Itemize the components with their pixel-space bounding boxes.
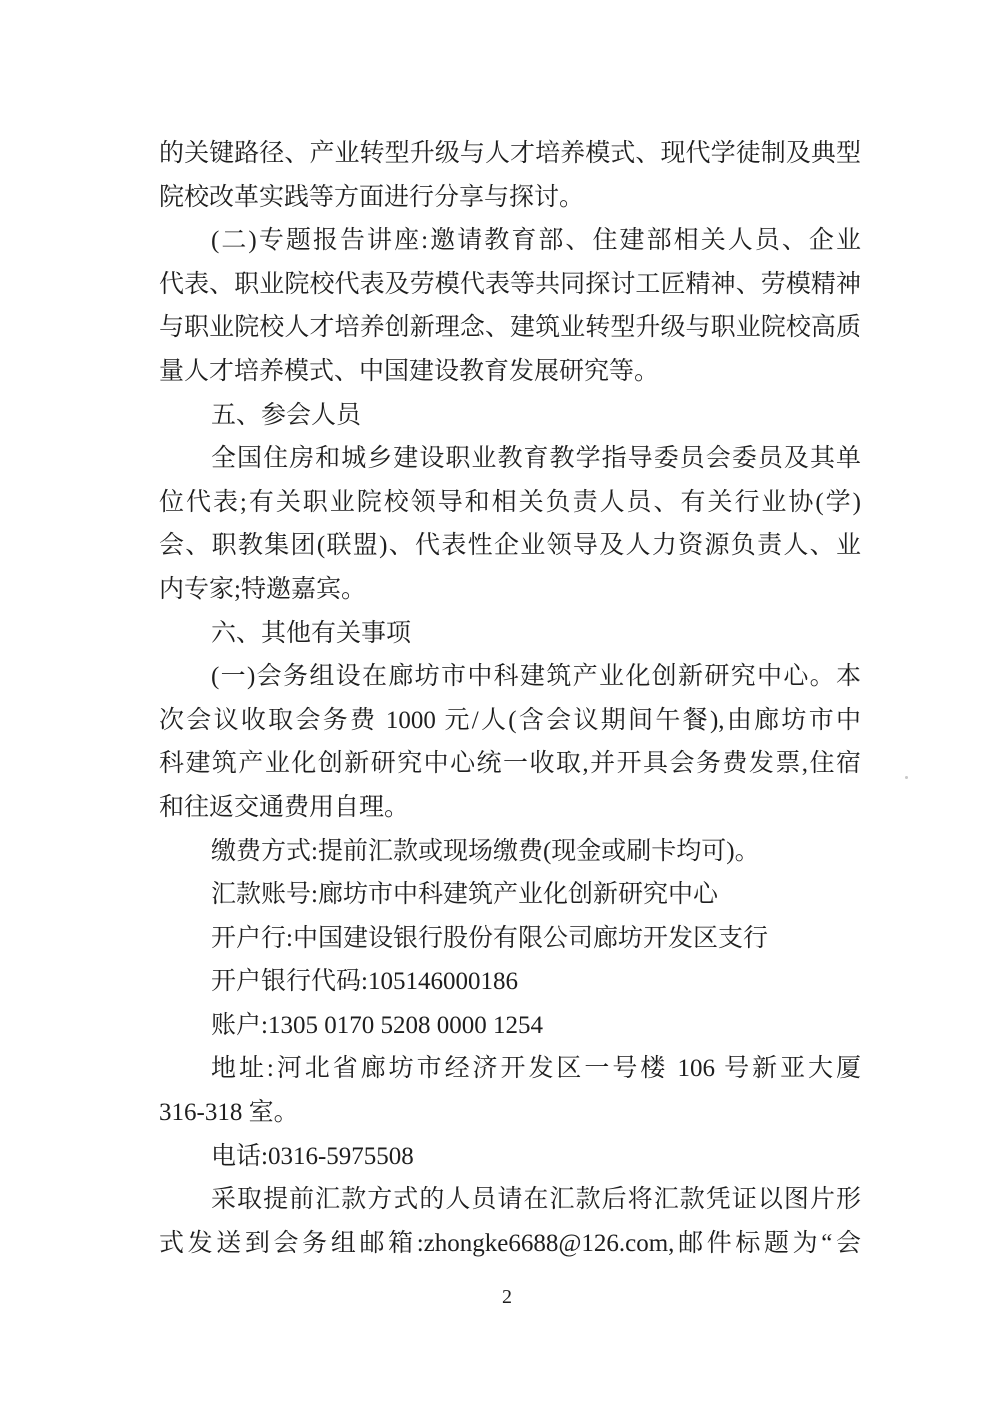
text-line: 开户行:中国建设银行股份有限公司廊坊开发区支行 bbox=[211, 924, 768, 952]
text-line: 缴费方式:提前汇款或现场缴费(现金或刷卡均可)。 bbox=[211, 837, 760, 865]
text-line: 内专家;特邀嘉宾。 bbox=[159, 575, 366, 603]
text-line: 与职业院校人才培养创新理念、建筑业转型升级与职业院校高质 bbox=[159, 314, 861, 342]
text-line: 的关键路径、产业转型升级与人才培养模式、现代学徒制及典型 bbox=[159, 140, 861, 167]
text-line: 位代表;有关职业院校领导和相关负责人员、有关行业协(学) bbox=[159, 488, 861, 516]
text-line: 式发送到会务组邮箱:zhongke6688@126.com,邮件标题为“会 bbox=[159, 1229, 861, 1257]
text-line: 量人才培养模式、中国建设教育发展研究等。 bbox=[159, 357, 660, 385]
text-line: (一)会务组设在廊坊市中科建筑产业化创新研究中心。本 bbox=[211, 663, 861, 691]
text-line: 科建筑产业化创新研究中心统一收取,并开具会务费发票,住宿 bbox=[159, 750, 861, 778]
text-line: 开户银行代码:105146000186 bbox=[211, 968, 518, 996]
text-line: 电话:0316-5975508 bbox=[211, 1142, 414, 1170]
text-line: 账户:1305 0170 5208 0000 1254 bbox=[211, 1011, 543, 1039]
document-body bbox=[159, 132, 861, 1265]
text-line: 全国住房和城乡建设职业教育教学指导委员会委员及其单 bbox=[211, 445, 861, 473]
text-line: 会、职教集团(联盟)、代表性企业领导及人力资源负责人、业 bbox=[159, 532, 861, 560]
text-line: 汇款账号:廊坊市中科建筑产业化创新研究中心 bbox=[211, 881, 718, 909]
text-line: 地址:河北省廊坊市经济开发区一号楼 106 号新亚大厦 bbox=[211, 1055, 861, 1083]
text-line: 采取提前汇款方式的人员请在汇款后将汇款凭证以图片形 bbox=[211, 1186, 861, 1214]
text-line: 和往返交通费用自理。 bbox=[159, 793, 410, 821]
text-line: 代表、职业院校代表及劳模代表等共同探讨工匠精神、劳模精神 bbox=[159, 270, 861, 298]
text-line: 六、其他有关事项 bbox=[211, 619, 412, 647]
scan-artifact bbox=[905, 776, 908, 779]
page-number: 2 bbox=[502, 1286, 512, 1308]
text-line: 316-318 室。 bbox=[159, 1099, 299, 1127]
text-line: (二)专题报告讲座:邀请教育部、住建部相关人员、企业 bbox=[211, 227, 861, 255]
text-line: 次会议收取会务费 1000 元/人(含会议期间午餐),由廊坊市中 bbox=[159, 706, 861, 734]
text-line: 院校改革实践等方面进行分享与探讨。 bbox=[159, 183, 585, 211]
text-line: 五、参会人员 bbox=[211, 401, 362, 429]
